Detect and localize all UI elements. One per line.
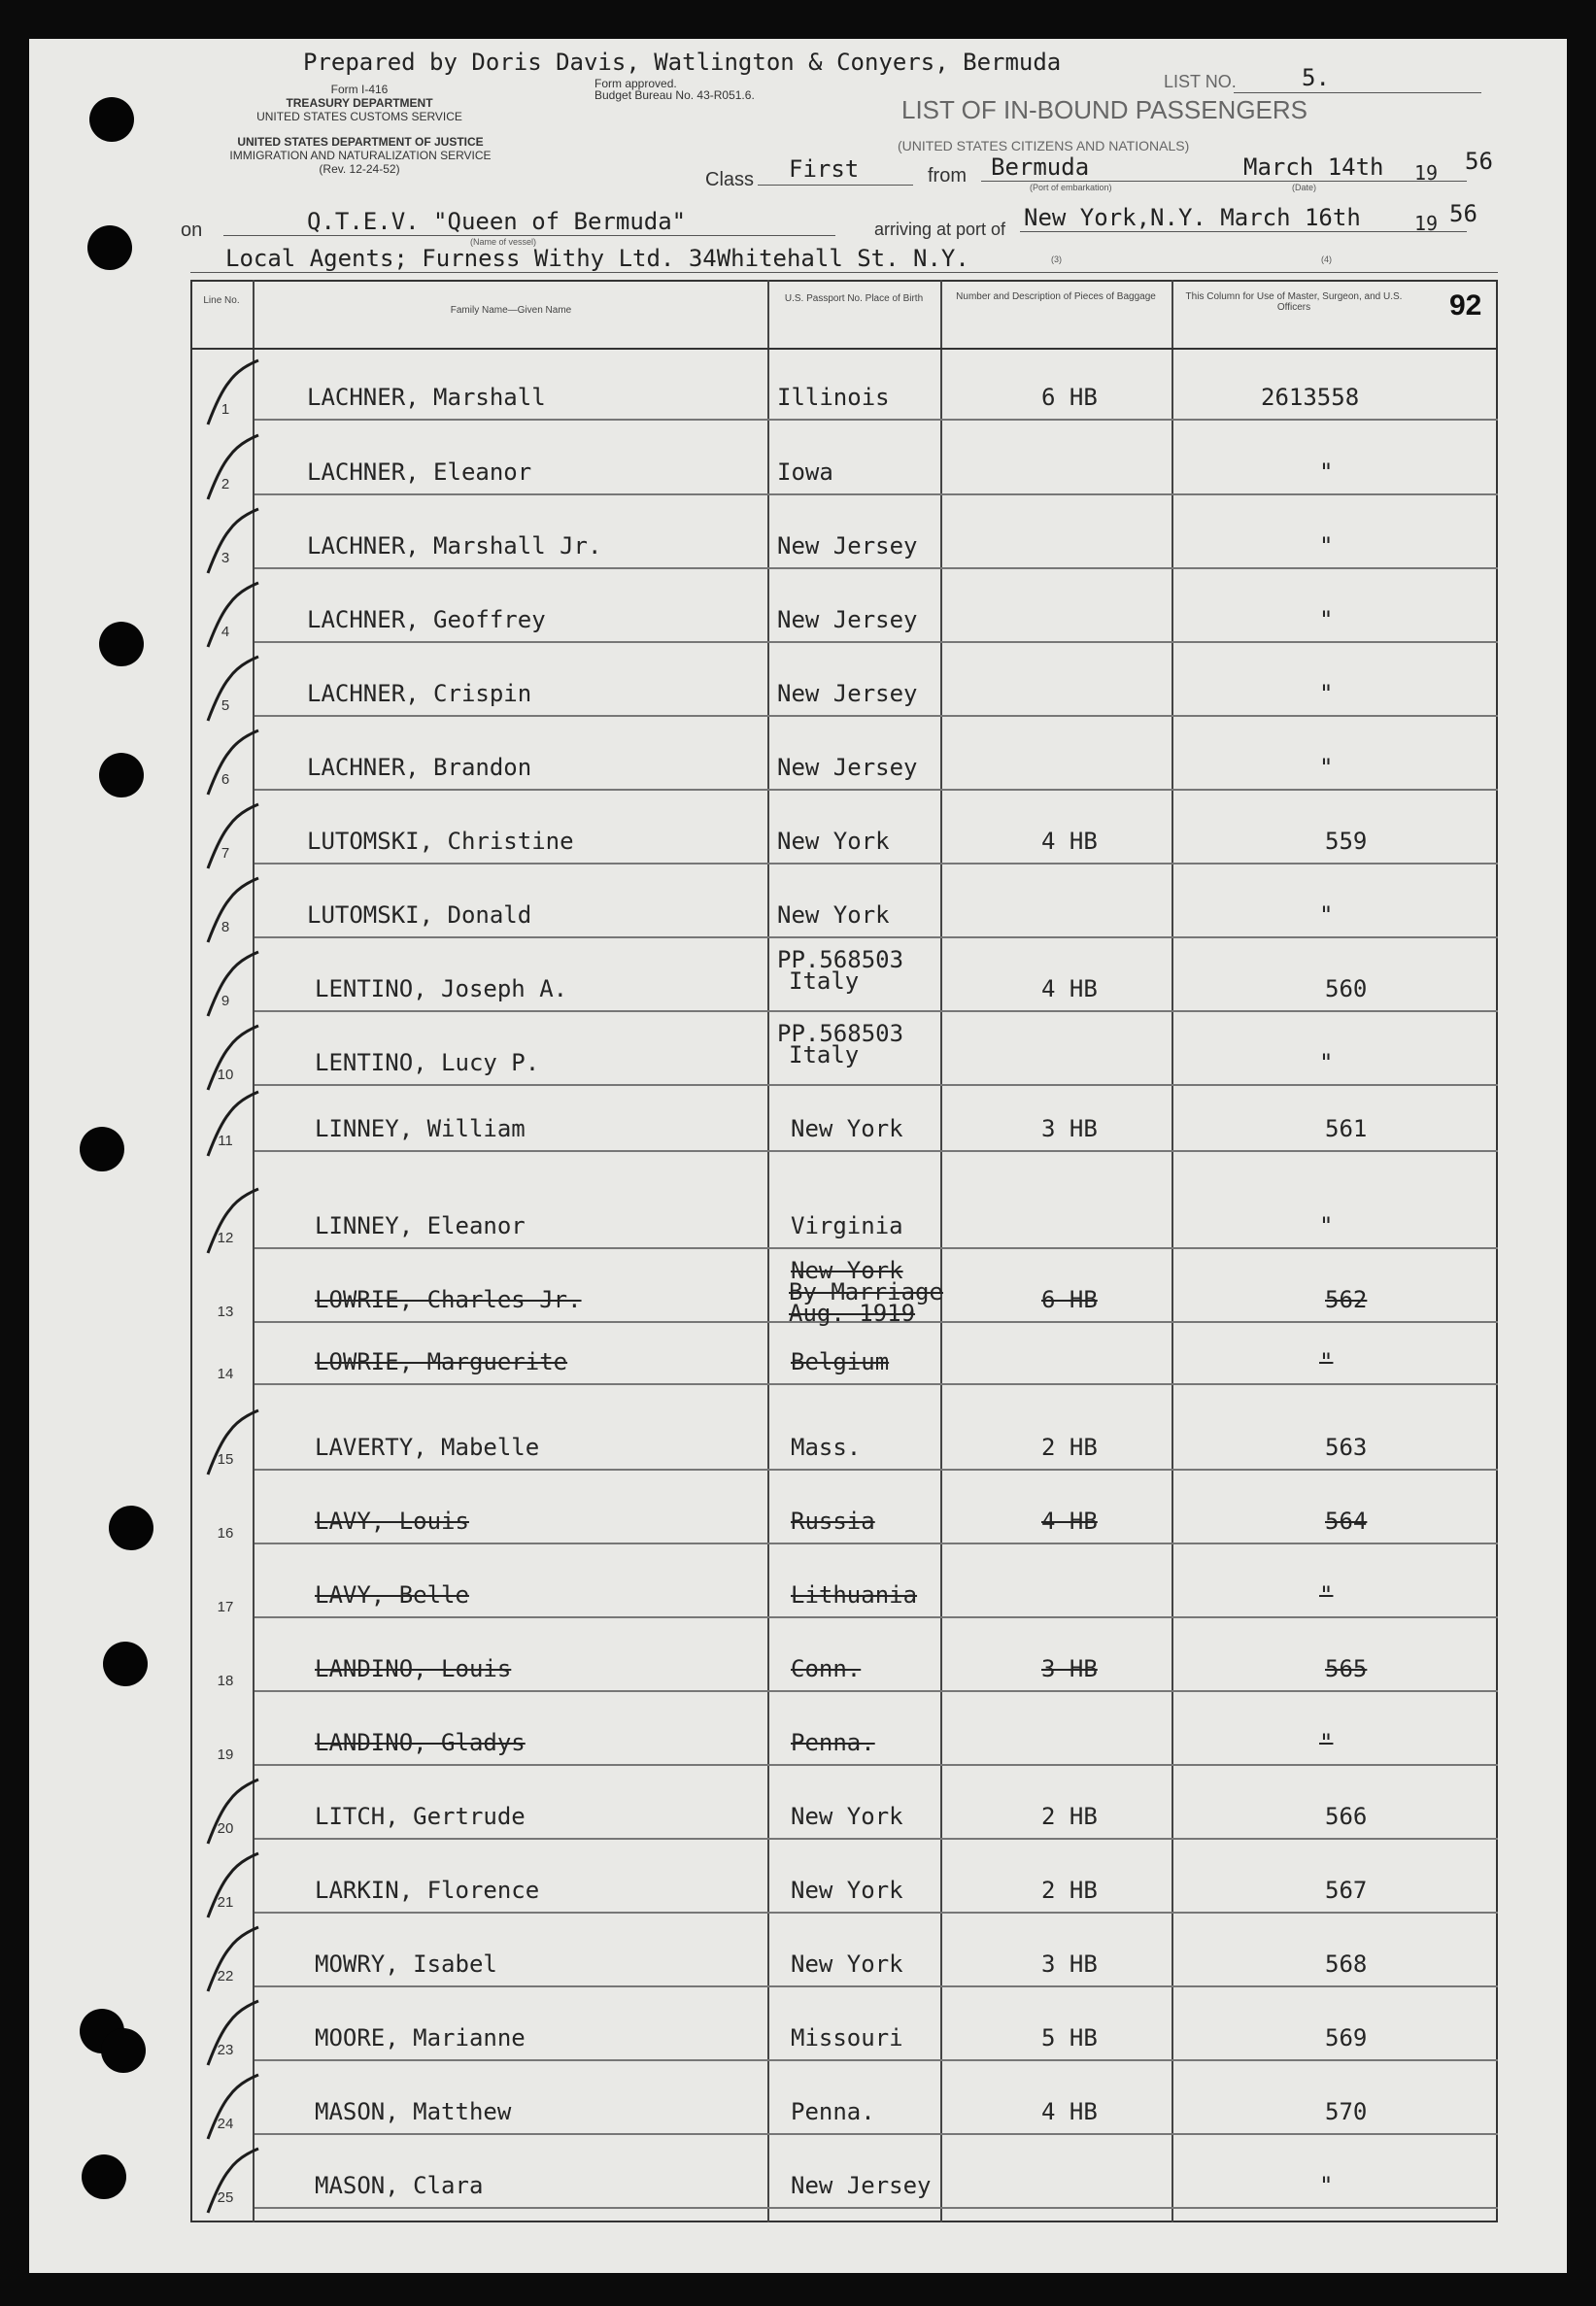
revision-date: (Rev. 12-24-52): [319, 162, 400, 176]
check-mark-icon: [200, 429, 268, 507]
row-divider: [255, 863, 1498, 865]
col-name: Family Name—Given Name: [450, 305, 572, 316]
arrival-port-date: New York,N.Y. March 16th: [1024, 204, 1361, 231]
baggage-count: 2 HB: [1041, 1877, 1098, 1904]
place-of-birth: New York: [777, 828, 890, 855]
line-number: 2: [221, 476, 230, 492]
row-divider: [255, 715, 1498, 717]
page-number: 92: [1449, 289, 1482, 322]
place-of-birth: Iowa: [777, 458, 833, 486]
officer-entry: 560: [1325, 975, 1368, 1002]
row-divider: [255, 1469, 1498, 1471]
officer-entry: 568: [1325, 1950, 1368, 1978]
list-no-label: LIST NO.: [1164, 72, 1237, 91]
passenger-name: MASON, Clara: [315, 2172, 484, 2199]
passenger-name: LUTOMSKI, Christine: [307, 828, 574, 855]
place-of-birth: New York: [777, 901, 890, 929]
place-of-birth: Penna.: [791, 2098, 875, 2125]
line-number: 18: [217, 1673, 234, 1689]
officer-entry: 569: [1325, 2024, 1368, 2052]
binder-hole: [99, 622, 144, 666]
check-mark-icon: [200, 355, 268, 432]
line-number: 24: [217, 2116, 234, 2132]
form-number: Form I-416: [330, 83, 389, 96]
line-number: 25: [217, 2189, 234, 2206]
row-divider: [255, 2133, 1498, 2135]
row-divider: [255, 1150, 1498, 1152]
row-divider: [255, 1383, 1498, 1385]
officer-entry: 559: [1325, 828, 1368, 855]
officer-entry: 562: [1325, 1286, 1368, 1313]
officer-entry: ": [1319, 532, 1334, 560]
officer-entry: 570: [1325, 2098, 1368, 2125]
baggage-count: 4 HB: [1041, 975, 1098, 1002]
baggage-count: 3 HB: [1041, 1115, 1098, 1142]
check-mark-icon: [200, 503, 268, 581]
place-of-birth: New Jersey: [777, 680, 918, 707]
port-of-embarkation: Bermuda: [991, 153, 1090, 181]
check-mark-icon: [200, 1848, 268, 1925]
line-number: 21: [217, 1894, 234, 1911]
passenger-name: LARKIN, Florence: [315, 1877, 540, 1904]
officer-entry: 566: [1325, 1803, 1368, 1830]
officer-entry: ": [1319, 1212, 1334, 1239]
baggage-count: 4 HB: [1041, 2098, 1098, 2125]
place-of-birth: Belgium: [791, 1348, 890, 1375]
passenger-name: LANDINO, Gladys: [315, 1729, 526, 1756]
line-number: 15: [217, 1451, 234, 1468]
passenger-name: MASON, Matthew: [315, 2098, 512, 2125]
customs-service: UNITED STATES CUSTOMS SERVICE: [256, 110, 462, 123]
binder-hole: [89, 97, 134, 142]
check-mark-icon: [200, 2143, 268, 2221]
baggage-count: 4 HB: [1041, 1508, 1098, 1535]
baggage-count: 6 HB: [1041, 1286, 1098, 1313]
officer-entry: ": [1319, 1581, 1334, 1609]
row-divider: [255, 1616, 1498, 1618]
form-approved: Form approved.: [594, 77, 677, 90]
row-divider: [255, 1543, 1498, 1544]
place-of-birth: Missouri: [791, 2024, 903, 2052]
class-value: First: [789, 155, 860, 183]
baggage-count: 2 HB: [1041, 1803, 1098, 1830]
line-number: 17: [217, 1599, 234, 1615]
list-subtitle: (UNITED STATES CITIZENS AND NATIONALS): [898, 138, 1190, 153]
binder-hole: [87, 225, 132, 270]
col-passport: U.S. Passport No. Place of Birth: [784, 293, 924, 304]
local-agents: Local Agents; Furness Withy Ltd. 34Whitehall St. N.Y.: [225, 245, 969, 272]
line-number: 13: [217, 1304, 234, 1320]
place-of-birth: Mass.: [791, 1434, 862, 1461]
departure-date: March 14th: [1243, 153, 1384, 181]
check-mark-icon: [200, 1774, 268, 1851]
passenger-name: MOWRY, Isabel: [315, 1950, 497, 1978]
place-of-birth-line-3: Aug. 1919: [789, 1300, 916, 1327]
officer-entry: ": [1319, 606, 1334, 633]
passenger-name: MOORE, Marianne: [315, 2024, 526, 2052]
passenger-name: LANDINO, Louis: [315, 1655, 512, 1682]
row-divider: [255, 1985, 1498, 1987]
row-divider: [255, 1912, 1498, 1914]
row-divider: [255, 567, 1498, 569]
year-prefix: 19: [1414, 161, 1439, 185]
officer-entry: ": [1319, 1729, 1334, 1756]
row-divider: [255, 419, 1498, 421]
check-mark-icon: [200, 1183, 268, 1261]
officer-entry: ": [1319, 680, 1334, 707]
officer-entry: 567: [1325, 1877, 1368, 1904]
passenger-name: LENTINO, Lucy P.: [315, 1049, 540, 1076]
port-caption: (Port of embarkation): [1030, 183, 1112, 192]
check-mark-icon: [200, 2069, 268, 2147]
officer-entry: ": [1319, 754, 1334, 781]
officer-entry: 563: [1325, 1434, 1368, 1461]
place-of-birth: Penna.: [791, 1729, 875, 1756]
officer-entry: 564: [1325, 1508, 1368, 1535]
line-number: 4: [221, 624, 230, 640]
row-divider: [255, 1764, 1498, 1766]
from-label: from: [928, 165, 967, 187]
place-of-birth: New Jersey: [791, 2172, 932, 2199]
place-of-birth-line-2: Italy: [789, 1041, 860, 1068]
line-number: 23: [217, 2042, 234, 2058]
row-divider: [255, 936, 1498, 938]
place-of-birth: New Jersey: [777, 606, 918, 633]
arriving-label: arriving at port of: [874, 220, 1006, 239]
col-line-no: Line No.: [203, 295, 240, 306]
passenger-name: LUTOMSKI, Donald: [307, 901, 532, 929]
line-number: 3: [221, 550, 230, 566]
department-of-justice: UNITED STATES DEPARTMENT OF JUSTICE: [237, 135, 484, 149]
place-of-birth: Virginia: [791, 1212, 903, 1239]
check-mark-icon: [200, 725, 268, 802]
passenger-name: LACHNER, Brandon: [307, 754, 532, 781]
baggage-count: 3 HB: [1041, 1655, 1098, 1682]
check-mark-icon: [200, 577, 268, 655]
place-of-birth: New York: [791, 1877, 903, 1904]
baggage-count: 6 HB: [1041, 384, 1098, 411]
on-label: on: [181, 220, 203, 241]
passenger-name: LAVY, Louis: [315, 1508, 469, 1535]
passenger-name: LINNEY, Eleanor: [315, 1212, 526, 1239]
row-divider: [255, 1838, 1498, 1840]
place-of-birth: New Jersey: [777, 754, 918, 781]
officer-entry: ": [1319, 2172, 1334, 2199]
officer-entry: 561: [1325, 1115, 1368, 1142]
officer-entry: ": [1319, 901, 1334, 929]
binder-hole: [103, 1642, 148, 1686]
check-mark-icon: [200, 946, 268, 1024]
binder-hole: [101, 2028, 146, 2073]
line-number: 9: [221, 993, 230, 1009]
row-divider: [255, 1010, 1498, 1012]
date-caption: (Date): [1292, 183, 1317, 192]
vessel-caption: (Name of vessel): [470, 237, 537, 247]
place-of-birth-line-2: Italy: [789, 967, 860, 995]
officer-entry: ": [1319, 1049, 1334, 1076]
place-of-birth: PP.568503: [777, 946, 904, 973]
passenger-name: LACHNER, Marshall Jr.: [307, 532, 602, 560]
officer-entry: ": [1319, 458, 1334, 486]
immigration-service: IMMIGRATION AND NATURALIZATION SERVICE: [229, 149, 492, 162]
year-prefix: 19: [1414, 212, 1439, 235]
baggage-count: 3 HB: [1041, 1950, 1098, 1978]
line-number: 16: [217, 1525, 234, 1542]
place-of-birth: Illinois: [777, 384, 890, 411]
row-divider: [255, 493, 1498, 495]
officer-entry: ": [1319, 1348, 1334, 1375]
line-number: 12: [217, 1230, 234, 1246]
passenger-name: LACHNER, Eleanor: [307, 458, 532, 486]
place-of-birth-line-2: By Marriage: [789, 1278, 943, 1306]
passenger-name: LACHNER, Marshall: [307, 384, 546, 411]
row-divider: [255, 2207, 1498, 2209]
list-title: LIST OF IN-BOUND PASSENGERS: [901, 95, 1308, 124]
passenger-name: LENTINO, Joseph A.: [315, 975, 568, 1002]
caption-4: (4): [1321, 254, 1332, 264]
row-divider: [255, 641, 1498, 643]
place-of-birth: New Jersey: [777, 532, 918, 560]
line-number: 14: [217, 1366, 234, 1382]
baggage-count: 5 HB: [1041, 2024, 1098, 2052]
passenger-name: LITCH, Gertrude: [315, 1803, 526, 1830]
row-divider: [255, 789, 1498, 791]
line-number: 7: [221, 845, 230, 862]
row-divider: [255, 1690, 1498, 1692]
arrival-year: 56: [1449, 200, 1477, 227]
passenger-name: LOWRIE, Marguerite: [315, 1348, 568, 1375]
line-number: 10: [217, 1067, 234, 1083]
binder-hole: [109, 1506, 153, 1550]
prepared-by: Prepared by Doris Davis, Watlington & Conyers, Bermuda: [303, 49, 1062, 76]
place-of-birth: PP.568503: [777, 1020, 904, 1047]
line-number: 19: [217, 1746, 234, 1763]
line-number: 5: [221, 697, 230, 714]
binder-hole: [99, 753, 144, 797]
col-officers: This Column for Use of Master, Surgeon, and U.S. Officers: [1185, 291, 1403, 313]
line-number: 6: [221, 771, 230, 788]
list-no: 5.: [1302, 64, 1330, 91]
passenger-name: LACHNER, Geoffrey: [307, 606, 546, 633]
passenger-name: LAVERTY, Mabelle: [315, 1434, 540, 1461]
passenger-name: LAVY, Belle: [315, 1581, 469, 1609]
check-mark-icon: [200, 651, 268, 729]
check-mark-icon: [200, 1995, 268, 2073]
binder-hole: [82, 2154, 126, 2199]
vessel-name: Q.T.E.V. "Queen of Bermuda": [307, 208, 687, 235]
officer-entry: 565: [1325, 1655, 1368, 1682]
place-of-birth: New York: [791, 1257, 903, 1284]
line-number: 11: [218, 1133, 233, 1149]
place-of-birth: Conn.: [791, 1655, 862, 1682]
place-of-birth: New York: [791, 1115, 903, 1142]
check-mark-icon: [200, 1086, 268, 1164]
passenger-table: [190, 280, 1498, 2222]
check-mark-icon: [200, 872, 268, 950]
passenger-name: LOWRIE, Charles Jr.: [315, 1286, 582, 1313]
place-of-birth: Russia: [791, 1508, 875, 1535]
binder-hole: [80, 1127, 124, 1171]
passenger-name: LACHNER, Crispin: [307, 680, 532, 707]
check-mark-icon: [200, 798, 268, 876]
line-number: 20: [217, 1820, 234, 1837]
caption-3: (3): [1051, 254, 1062, 264]
row-divider: [255, 1247, 1498, 1249]
row-divider: [255, 1084, 1498, 1086]
check-mark-icon: [200, 1921, 268, 1999]
row-divider: [255, 2059, 1498, 2061]
baggage-count: 2 HB: [1041, 1434, 1098, 1461]
col-baggage: Number and Description of Pieces of Baggage: [956, 291, 1156, 302]
passenger-name: LINNEY, William: [315, 1115, 526, 1142]
treasury-department: TREASURY DEPARTMENT: [286, 96, 433, 110]
officer-entry: 2613558: [1261, 384, 1360, 411]
check-mark-icon: [200, 1405, 268, 1482]
line-number: 1: [221, 401, 230, 418]
line-number: 8: [221, 919, 230, 935]
place-of-birth: Lithuania: [791, 1581, 918, 1609]
place-of-birth: New York: [791, 1950, 903, 1978]
budget-bureau: Budget Bureau No. 43-R051.6.: [594, 88, 755, 102]
departure-year: 56: [1465, 148, 1493, 175]
baggage-count: 4 HB: [1041, 828, 1098, 855]
class-label: Class: [705, 169, 755, 190]
place-of-birth: New York: [791, 1803, 903, 1830]
line-number: 22: [217, 1968, 234, 1984]
